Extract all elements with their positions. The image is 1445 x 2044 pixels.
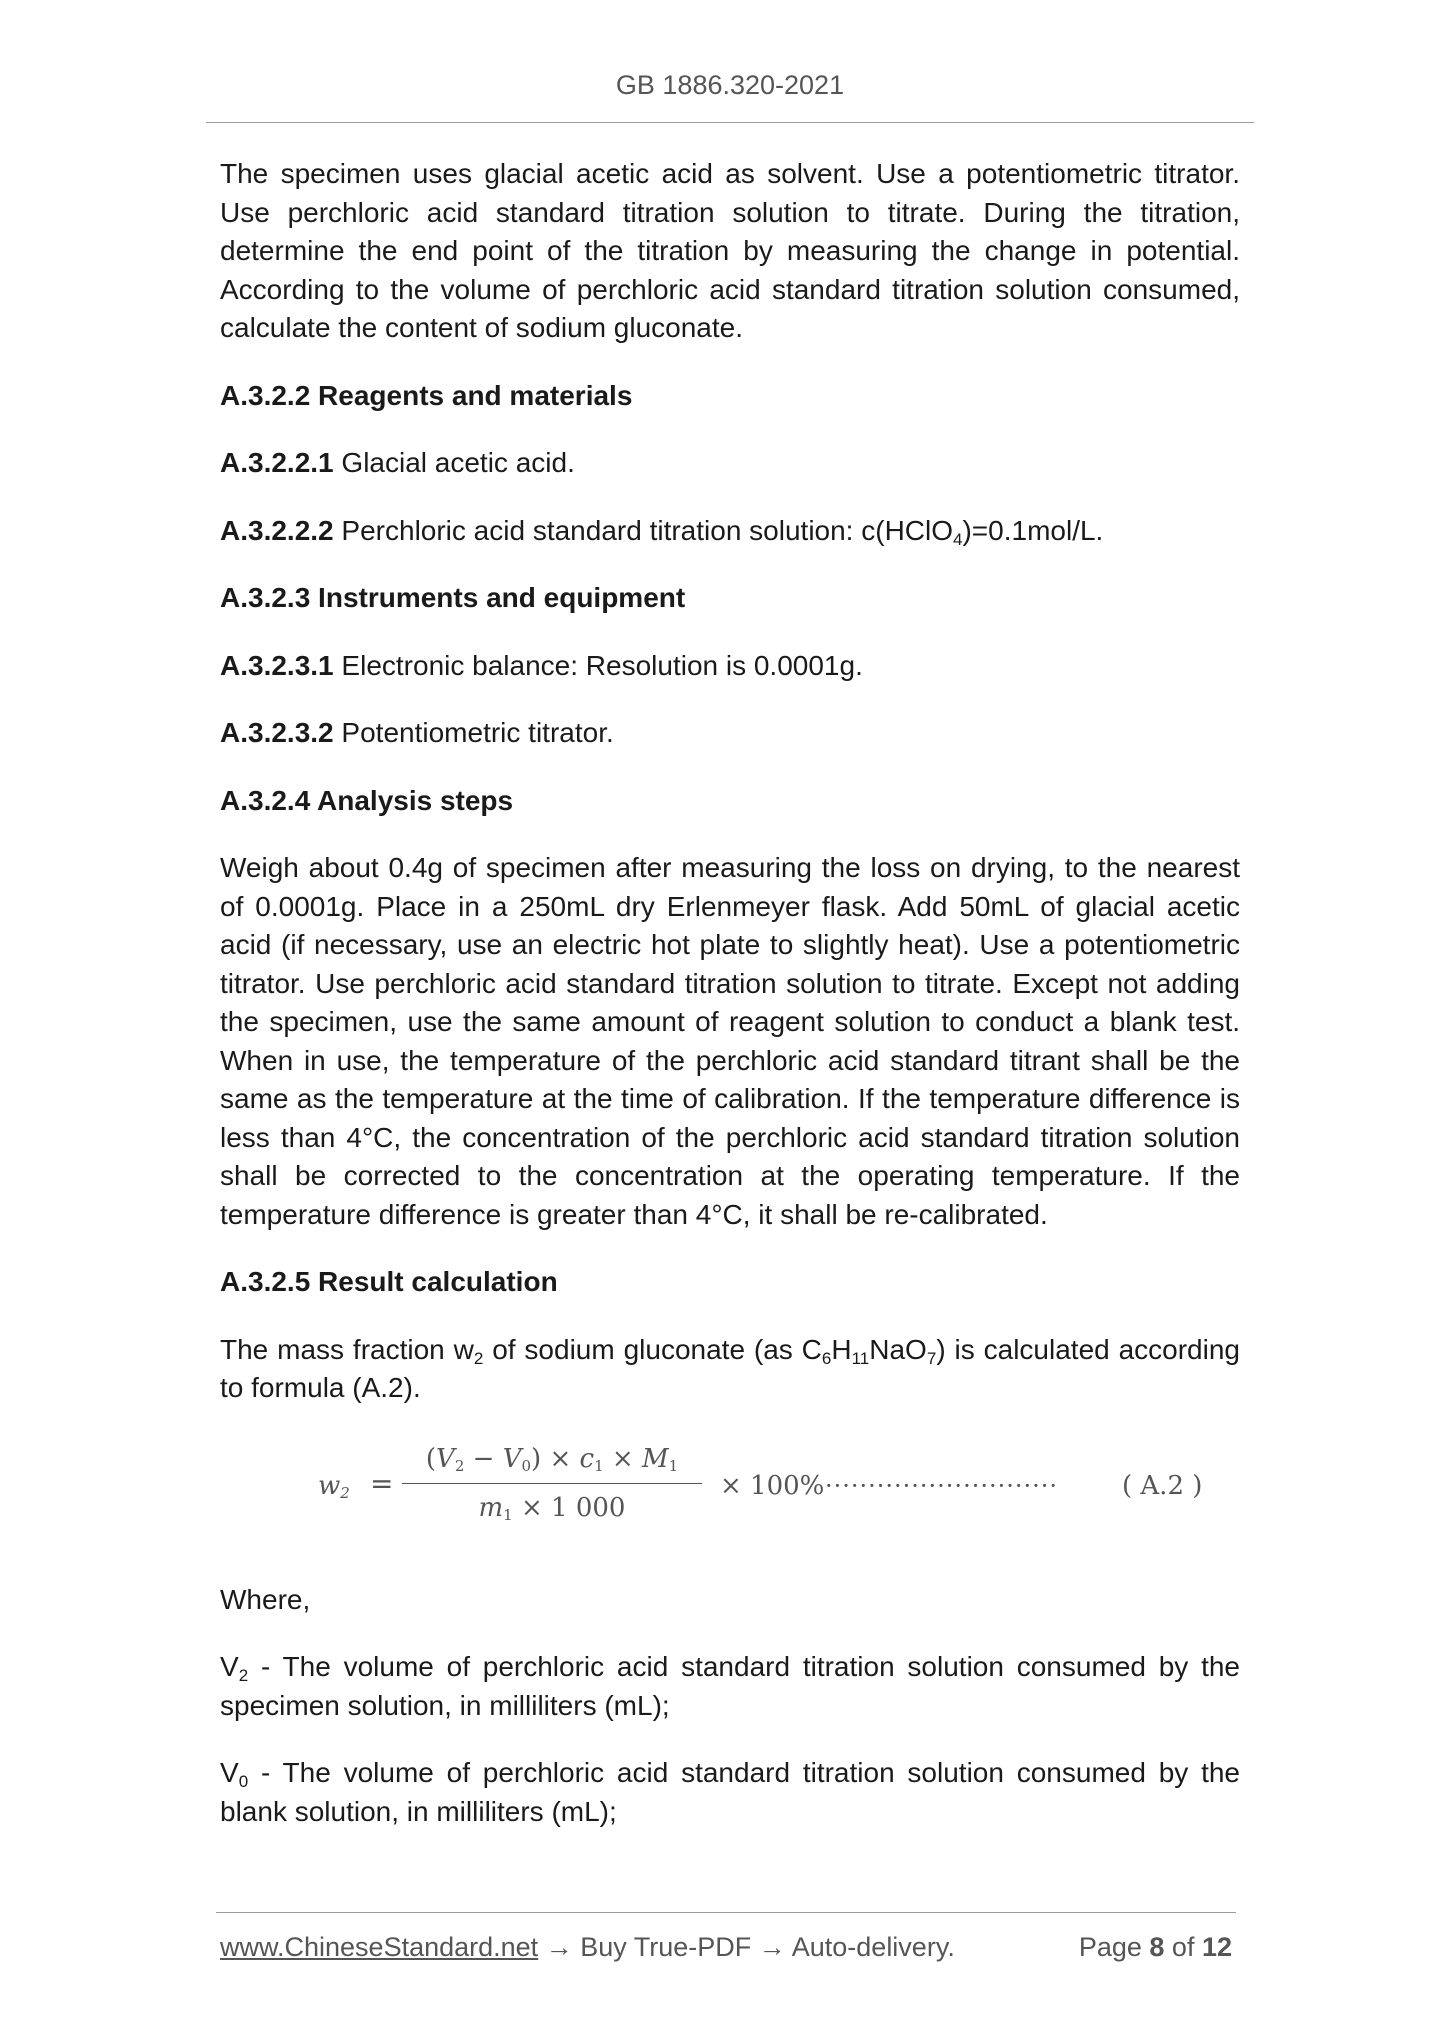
- definition-text: - The volume of perchloric acid standard titration solution consumed by the specimen solution, in milliliters (mL);: [220, 1651, 1240, 1721]
- symbol: c: [579, 1443, 595, 1474]
- footer-left: [220, 1932, 955, 1963]
- page-label: Page: [1078, 1932, 1150, 1962]
- symbol: × 1 000: [512, 1492, 626, 1523]
- subscript: 6: [821, 1348, 832, 1368]
- subscript: 1: [668, 1456, 679, 1475]
- text-run: ) is calculated according to formula (A.2).: [220, 1333, 1240, 1403]
- page-of-label: of: [1164, 1932, 1202, 1962]
- definition-text: - The volume of perchloric acid standard titration solution consumed by the blank solution, in milliliters (mL);: [220, 1757, 1240, 1827]
- subscript: 1: [594, 1456, 604, 1475]
- symbol: m: [478, 1492, 504, 1523]
- formula-equals: =: [370, 1466, 394, 1500]
- intro-paragraph: The specimen uses glacial acetic acid as solvent. Use a potentiometric titrator. Use perchloric acid standard titration solution to titrate. During the titration, determine the end point of the titration by measuring the change in potential. According to the volume of perchloric acid standard titration solution consumed, calculate the content of sodium gluconate.: [220, 158, 1240, 343]
- section-heading-analysis: A.3.2.4 Analysis steps: [220, 784, 514, 816]
- subscript: 2: [473, 1348, 484, 1368]
- formula-a2: [220, 1437, 1240, 1535]
- subscript: 0: [521, 1456, 532, 1475]
- formula-leader-dots: ···························: [825, 1471, 1058, 1500]
- subscript: 4: [953, 529, 963, 549]
- website-link[interactable]: www.ChineseStandard.net: [220, 1932, 539, 1962]
- subscript: 2: [340, 1483, 350, 1502]
- clause-text: Perchloric acid standard titration solution: c(HClO: [341, 514, 954, 546]
- section-heading-result: A.3.2.5 Result calculation: [220, 1266, 558, 1297]
- instrument-item-1: [220, 647, 1240, 686]
- symbol: V: [220, 1757, 239, 1788]
- instrument-item-2: [220, 714, 1240, 753]
- formula-lhs: [318, 1467, 350, 1506]
- reagent-item-1: [220, 444, 1240, 483]
- analysis-paragraph: Weigh about 0.4g of specimen after measuring the loss on drying, to the nearest of 0.0001g. Place in a 250mL dry Erlenmeyer flask. Add 50mL of glacial acetic acid (if necessary, use an electric hot plate to slightly heat). Use a potentiometric titrator. Use perchloric acid standard titration solution to titrate. Except not adding the specimen, use the same amount of reagent solution to conduct a blank test. When in use, the temperature of the perchloric acid standard titrant shall be the same as the temperature at the time of calibration. If the temperature difference is less than 4°C, the concentration of the perchloric acid standard titration solution shall be corrected to the concentration at the operating temperature. If the temperature difference is greater than 4°C, it shall be re-calibrated.: [220, 852, 1240, 1230]
- symbol: (: [425, 1443, 437, 1474]
- clause-number: A.3.2.2.2: [220, 514, 334, 546]
- definition-v0: [220, 1754, 1240, 1831]
- footer-tagline: → Buy True-PDF → Auto-delivery.: [538, 1932, 955, 1962]
- formula-number: ( A.2 ): [1122, 1470, 1203, 1501]
- symbol: ×: [603, 1443, 642, 1474]
- clause-number: A.3.2.3.2: [220, 717, 334, 748]
- subscript: 7: [926, 1348, 937, 1368]
- clause-text: Potentiometric titrator.: [341, 717, 614, 748]
- subscript: 0: [238, 1772, 249, 1791]
- fraction-numerator: [402, 1437, 702, 1481]
- current-page: 8: [1149, 1932, 1165, 1962]
- fraction-denominator: [402, 1486, 702, 1530]
- section-heading-reagents: A.3.2.2 Reagents and materials: [220, 379, 633, 411]
- reagent-item-2: [220, 512, 1240, 551]
- symbol: V: [220, 1651, 239, 1682]
- subscript: 2: [238, 1666, 249, 1685]
- text-run: of sodium gluconate (as C: [483, 1333, 822, 1365]
- header-divider: [206, 122, 1254, 123]
- definition-v2: [220, 1648, 1240, 1725]
- symbol: M: [641, 1443, 669, 1474]
- symbol: V: [502, 1443, 522, 1474]
- total-pages: 12: [1201, 1932, 1232, 1962]
- formula-multiplier: × 100%: [720, 1470, 825, 1501]
- subscript: 1: [503, 1505, 513, 1524]
- result-paragraph: [220, 1331, 1240, 1408]
- page-content: [220, 155, 1240, 1831]
- subscript: 2: [454, 1456, 465, 1475]
- text-run: NaO: [869, 1333, 927, 1365]
- text-run: H: [831, 1333, 852, 1365]
- fraction-bar: [402, 1483, 702, 1484]
- formula-fraction: [402, 1437, 702, 1530]
- footer-divider: [216, 1912, 1236, 1913]
- clause-text: Electronic balance: Resolution is 0.0001g.: [341, 649, 863, 681]
- clause-text: Glacial acetic acid.: [341, 447, 575, 478]
- symbol: V: [436, 1443, 455, 1474]
- text-run: The mass fraction w: [220, 1333, 474, 1365]
- clause-text: )=0.1mol/L.: [962, 514, 1104, 546]
- clause-number: A.3.2.2.1: [220, 447, 334, 478]
- document-header: GB 1886.320-2021: [615, 70, 845, 100]
- section-heading-instruments: A.3.2.3 Instruments and equipment: [220, 582, 686, 613]
- symbol: ) ×: [531, 1443, 580, 1474]
- page-footer: [220, 1932, 1232, 1972]
- clause-number: A.3.2.3.1: [220, 649, 334, 681]
- symbol: −: [464, 1443, 503, 1474]
- symbol: w: [318, 1470, 341, 1501]
- where-label: Where,: [220, 1583, 311, 1615]
- page-indicator: [1079, 1932, 1232, 1963]
- subscript: 11: [851, 1348, 870, 1368]
